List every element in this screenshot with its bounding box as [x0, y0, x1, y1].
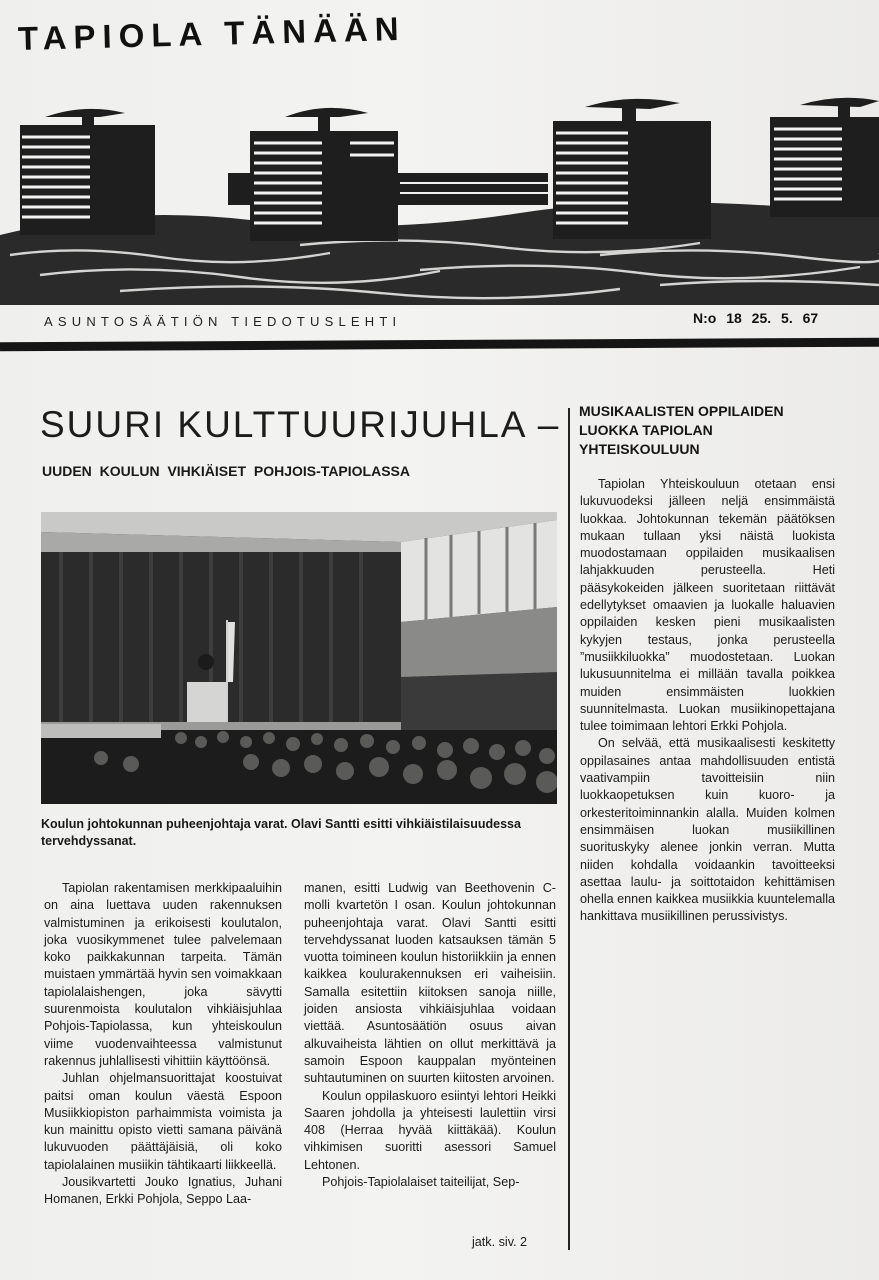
masthead-title: TAPIOLA TÄNÄÄN [17, 9, 406, 57]
article-headline: SUURI KULTTUURIJUHLA – [40, 404, 561, 445]
tower-4 [770, 98, 879, 217]
sidebar-headline: MUSIKAALISTEN OPPILAIDEN LUOKKA TAPIOLAN YHTEISKOULUUN [579, 403, 784, 457]
paragraph: manen, esitti Ludwig van Beethovenin C-molli kvartetön I osan. Koulun johtokunnan puheenjohtaja varat. Olavi Santti esitti tervehdyssanat luoden katsauksen tämän 5 vuotta toimineen koulun historiikkiin ja ennen kaikkea koulurakennuksen eri vaiheisiin. Samalla esitettiin kiitoksen sanoja niille, joiden ansiosta vihkiäisjuhlaa voidaan viettää. Asuntosäätiön osuus aivan alkuvaiheista lähtien on ollut merkittävä ja samoin Espoon kauppalan myönteinen suhtautuminen on suurten kiitosten arvoinen. [304, 881, 556, 1086]
tower-1 [20, 109, 155, 235]
article-column-2 [304, 880, 556, 1191]
paragraph: Pohjois-Tapiolalaiset taiteilijat, Sep- [322, 1175, 520, 1190]
article-column-1 [44, 880, 282, 1209]
column-divider [568, 408, 570, 1250]
issue-number-date: N:o 18 25. 5. 67 [693, 310, 819, 326]
paragraph: Koulun oppilaskuoro esiintyi lehtori Heikki Saaren johdolla ja yhteisesti laulettiin virsi 408 (Herraa hyvää kiittäkää). Koulun vihkimisen suoritti asessori Samuel Lehtonen. [304, 1088, 556, 1172]
masthead-rule [0, 338, 879, 352]
paragraph: Tapiolan rakentamisen merkkipaaluihin on aina luettava uuden rakennuksen valmistuminen ja erikoisesti koulutalon, joka vuosikymmenet tulee palvelemaan koko paikkakunnan tarpeita. Tämän muistaen ymmärtää hyvin sen voimakkaan tapiolalaishengen, joka sävytti suurenmoista koulutalon vihkiäisjuhlaa Pohjois-Tapiolassa, kun yhteiskoulun viime vuodenvaihteessa valmistunut rakennus juhlallisesti vihittiin käyttöönsä. [44, 881, 282, 1068]
paragraph: Tapiolan Yhteiskouluun otetaan ensi lukuvuodeksi jälleen neljä ensimmäistä luokkaa. Johtokunnan tekemän päätöksen mukaan tullaan yksi näistä luokista muodostamaan oppilaiden musikaalisen lahjakkuuden perusteella. Heti pääsykokeiden jälkeen suoritetaan riittävät edellytykset omaavien ja luokalle haluavien oppilaiden kesken pieni musikaalisten kykyjen testaus, jonka perusteella ”musiikkiluokka” muodostetaan. Luokan lukusuunnitelma ei millään tavalla poikkea muiden ensimmäisten luokkien suunnitelmasta. Luokan musiikinopettajana tulee toimimaan lehtori Erkki Pohjola. [580, 477, 835, 734]
auditorium-photo [41, 512, 557, 804]
masthead-illustration [0, 95, 879, 305]
paragraph: Jousikvartetti Jouko Ignatius, Juhani Homanen, Erkki Pohjola, Seppo Laa- [44, 1175, 282, 1207]
continued-note: jatk. siv. 2 [472, 1235, 528, 1249]
photo-caption: Koulun johtokunnan puheenjohtaja varat. Olavi Santti esitti vihkiäistilaisuudessa tervehdyssanat. [41, 817, 521, 848]
article-deck: UUDEN KOULUN VIHKIÄISET POHJOIS-TAPIOLASSA [42, 463, 410, 479]
tower-3 [553, 99, 711, 239]
sidebar-column [580, 476, 835, 926]
paragraph: Juhlan ohjelmansuorittajat koostuivat paitsi oman koulun väestä Espoon Musiikkiopiston parhaimmista voimista ja kun mainittu opisto vietti samana päivänä lukuvuoden päättäjäisiä, oli koko tapiolalainen musiikin tähtikaarti liikkeellä. [44, 1071, 282, 1172]
paragraph: On selvää, että musikaalisesti keskitetty oppilasaines antaa mahdollisuuden entistä vaativampiin tavoitteisiin niin luokkaopetuksen kuin kuoro- ja orkesteritoiminnankin alalla. Muiden kolmen ensimmäisen luokan musiikillinen suorituskyky alenee jonkin verran. Mutta niiden kohdalla voidaankin tavoitteeksi asettaa laulu- ja soittotaidon kehittämisen ohella ennen kaikkea musiikkia kuuntelemalla hankittava musiikillinen perussivistys. [580, 736, 835, 924]
tower-2 [250, 108, 398, 241]
masthead-subtitle: ASUNTOSÄÄTIÖN TIEDOTUSLEHTI [44, 314, 402, 329]
